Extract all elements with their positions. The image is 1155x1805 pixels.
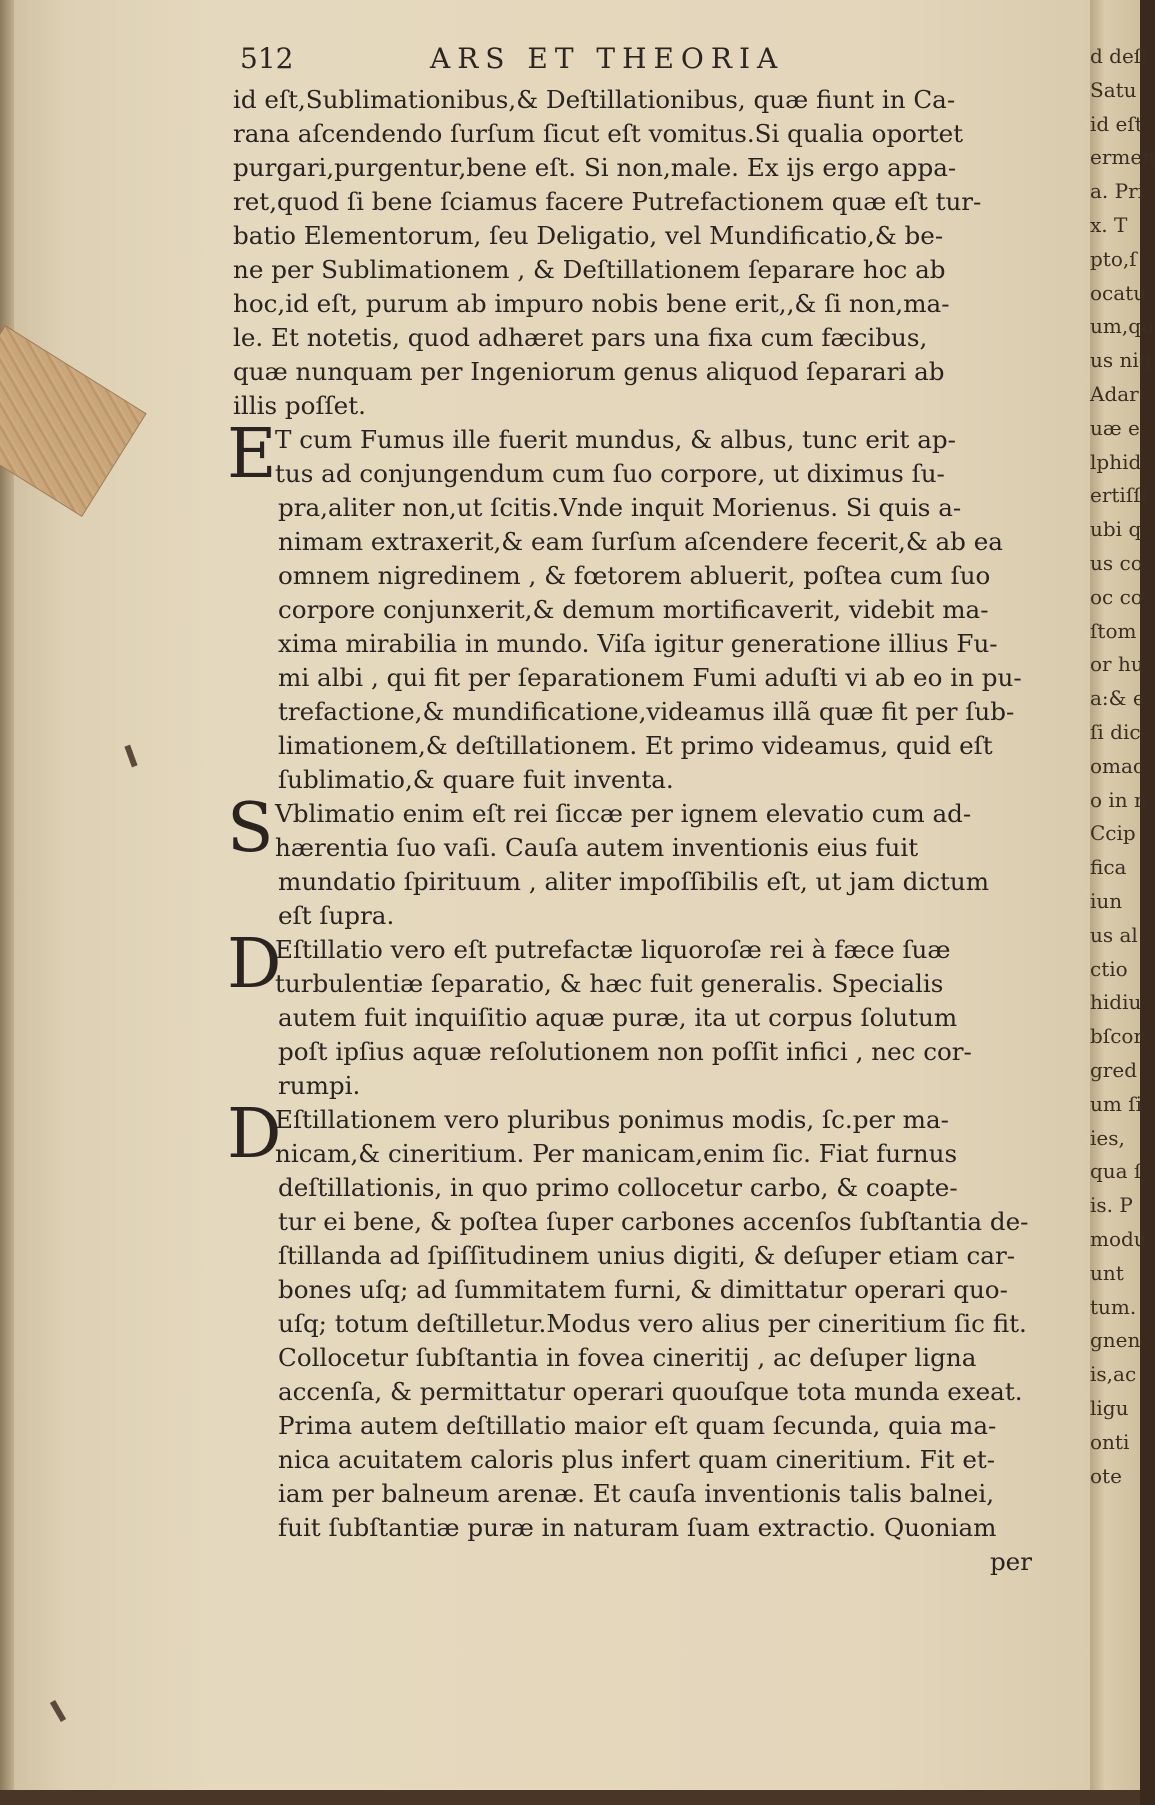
page-number: 512 — [240, 42, 294, 75]
text-line: poſt ipſius aquæ reſolutionem non poſſit infici , nec cor- — [278, 1037, 972, 1066]
facing-page-fragment: qua ſ — [1090, 1159, 1142, 1184]
text-line: illis poſſet. — [233, 391, 366, 420]
facing-page-fragment: oc co — [1090, 584, 1143, 609]
text-line: Prima autem deſtillatio maior eſt quam ſecunda, quia ma- — [278, 1411, 997, 1440]
facing-page-fragment: is. P — [1090, 1193, 1133, 1218]
text-line: turbulentiæ ſeparatio, & hæc fuit generalis. Specialis — [275, 969, 944, 998]
facing-page-fragment: ligu — [1090, 1396, 1129, 1420]
text-line: iam per balneum arenæ. Et cauſa inventionis talis balnei, — [278, 1479, 995, 1508]
facing-page-fragment: ote — [1090, 1463, 1122, 1488]
facing-page-fragment: a:& e — [1090, 686, 1145, 711]
text-line: id eſt,Sublimationibus,& Deſtillationibus, quæ fiunt in Ca- — [233, 85, 956, 114]
facing-page-fragment: uæ e — [1090, 415, 1140, 440]
facing-page-fragment: us nig — [1090, 348, 1152, 373]
drop-cap: S — [227, 789, 274, 868]
facing-page-fragment: pto,ſ — [1090, 246, 1137, 271]
paragraph — [227, 1095, 1040, 1545]
text-line: tur ei bene, & poſtea ſuper carbones accenſos ſubſtantia de- — [278, 1207, 1029, 1236]
facing-page-fragment: ermen — [1090, 145, 1155, 170]
text-line: accenſa, & permittatur operari quouſque tota munda exeat. — [278, 1377, 1023, 1406]
facing-page-fragment: tum. — [1090, 1294, 1137, 1319]
facing-page-fragment: ctio — [1090, 956, 1128, 981]
text-line: Eſtillationem vero pluribus ponimus modis, ſc.per ma- — [275, 1105, 949, 1134]
text-line: fuit ſubſtantiæ puræ in naturam ſuam extractio. Quoniam — [278, 1513, 997, 1542]
text-line: nicam,& cineritium. Per manicam,enim ſic. Fiat furnus — [275, 1139, 958, 1168]
text-line: nica acuitatem caloris plus infert quam cineritium. Fit et- — [278, 1445, 996, 1474]
facing-page-fragment: ſi dic — [1090, 720, 1141, 744]
facing-page-fragment: bſcor — [1090, 1024, 1144, 1049]
text-line: Vblimatio enim eſt rei ſiccæ per ignem elevatio cum ad- — [275, 799, 972, 828]
text-line: omnem nigredinem , & fœtorem abluerit, poſtea cum ſuo — [278, 561, 991, 590]
drop-cap: E — [227, 415, 277, 494]
facing-page-fragment: a. Pri — [1090, 179, 1145, 204]
text-line: ſtillanda ad ſpiſſitudinem unius digiti, & deſuper etiam car- — [278, 1241, 1016, 1270]
drop-cap: D — [227, 925, 282, 1004]
text-line: purgari,purgentur,bene eſt. Si non,male. Ex ijs ergo appa- — [233, 153, 957, 182]
page-header — [240, 42, 1030, 82]
text-line: corpore conjunxerit,& demum mortificaverit, videbit ma- — [278, 595, 989, 624]
text-line: ne per Sublimationem , & Deſtillationem ſeparare hoc ab — [233, 255, 946, 284]
text-line: T cum Fumus ille fuerit mundus, & albus, tunc erit ap- — [275, 425, 956, 454]
text-line: le. Et notetis, quod adhæret pars una fixa cum fæcibus, — [233, 323, 928, 352]
text-line: xima mirabilia in mundo. Viſa igitur generatione illius Fu- — [278, 629, 998, 658]
facing-page-fragment: Satu — [1090, 77, 1137, 102]
facing-page-fragment: omac — [1090, 753, 1145, 778]
paragraph — [227, 415, 1040, 797]
paragraph — [227, 789, 1040, 933]
text-line: limationem,& deſtillationem. Et primo videamus, quid eſt — [278, 731, 993, 760]
facing-page-fragment: us co — [1090, 551, 1143, 575]
text-line: hoc,id eſt, purum ab impuro nobis bene erit,,& ſi non,ma- — [233, 289, 950, 318]
facing-page-fragment: ſtom — [1090, 618, 1137, 643]
text-line: tus ad conjungendum cum ſuo corpore, ut diximus ſu- — [275, 459, 945, 488]
page-binding-edge — [0, 0, 14, 1805]
text-line: batio Elementorum, ſeu Deligatio, vel Mundificatio,& be- — [233, 221, 944, 250]
facing-page-fragment: um,qu — [1090, 314, 1154, 339]
drop-cap: D — [227, 1095, 282, 1174]
facing-page-fragment: ocatu — [1090, 280, 1147, 305]
text-line: Collocetur ſubſtantia in fovea cineritij , ac deſuper ligna — [278, 1343, 977, 1372]
facing-page-fragment: o in n — [1090, 787, 1147, 812]
facing-page-fragment: iun — [1090, 889, 1123, 913]
facing-page-edge — [1090, 0, 1155, 1805]
text-line: nimam extraxerit,& eam ſurſum aſcendere fecerit,& ab ea — [278, 527, 1003, 556]
text-line: deſtillationis, in quo primo collocetur carbo, & coapte- — [278, 1173, 958, 1202]
facing-page-fragment: ies, — [1090, 1125, 1125, 1150]
page-bottom-shadow — [0, 1790, 1140, 1805]
facing-page-fragment: lphid — [1090, 449, 1142, 474]
text-line: mi albi , qui fit per ſeparationem Fumi aduſti vi ab eo in pu- — [278, 663, 1022, 692]
facing-page-fragment: onti — [1090, 1429, 1130, 1454]
catchword: per — [989, 1547, 1032, 1576]
facing-page-fragment: or hu — [1090, 652, 1144, 677]
facing-page-fragment: gred — [1090, 1058, 1138, 1082]
facing-page-fragment: ertiſſi — [1090, 483, 1148, 508]
text-line: trefactione,& mundificatione,videamus illã quæ fit per ſub- — [278, 697, 1015, 726]
paragraph — [227, 925, 1040, 1103]
facing-page-fragment: Ccip — [1090, 821, 1136, 846]
text-line: bones uſq; ad ſummitatem furni, & dimittatur operari quo- — [278, 1275, 1008, 1304]
facing-page-fragment: Adar — [1090, 382, 1139, 406]
facing-page-fragment: gnen — [1090, 1328, 1141, 1353]
facing-page-fragment: id eſt — [1090, 111, 1143, 136]
facing-page-fragment: unt — [1090, 1260, 1124, 1285]
facing-page-fragment: d deſt — [1090, 44, 1150, 68]
text-line: ſublimatio,& quare fuit inventa. — [278, 765, 674, 794]
paragraph — [233, 83, 1040, 423]
text-line: quæ nunquam per Ingeniorum genus aliquod ſeparari ab — [233, 357, 945, 386]
facing-page-fragment: fica — [1090, 855, 1127, 880]
facing-page-fragment: us al — [1090, 922, 1138, 947]
text-line: Eſtillatio vero eſt putrefactæ liquoroſæ rei à fæce ſuæ — [275, 935, 951, 964]
text-line: hærentia ſuo vaſi. Cauſa autem inventionis eius fuit — [275, 833, 919, 862]
text-line: ret,quod ſi bene ſciamus facere Putrefactionem quæ eſt tur- — [233, 187, 982, 216]
facing-page-fragment: hidiu — [1090, 990, 1142, 1015]
facing-page-fragment: ubi q — [1090, 517, 1142, 542]
main-text-block — [227, 83, 1040, 1579]
facing-page-fragment: modu — [1090, 1227, 1147, 1251]
text-line: autem fuit inquiſitio aquæ puræ, ita ut corpus ſolutum — [278, 1003, 958, 1032]
facing-page-fragment: is,ac — [1090, 1362, 1137, 1387]
text-line: rana aſcendendo ſurſum ſicut eſt vomitus.Si qualia oportet — [233, 119, 964, 148]
text-line: mundatio ſpirituum , aliter impoſſibilis eſt, ut jam dictum — [278, 867, 990, 896]
facing-page-fragment: um ſi — [1090, 1091, 1143, 1116]
text-line: uſq; totum deſtilletur.Modus vero alius per cineritium ſic fit. — [278, 1309, 1027, 1338]
text-line: eſt ſupra. — [278, 901, 395, 930]
text-line: rumpi. — [278, 1071, 361, 1100]
facing-page-fragment: x. T — [1090, 213, 1128, 237]
running-title: ARS ET THEORIA — [430, 42, 785, 75]
text-line: pra,aliter non,ut ſcitis.Vnde inquit Morienus. Si quis a- — [278, 493, 962, 522]
